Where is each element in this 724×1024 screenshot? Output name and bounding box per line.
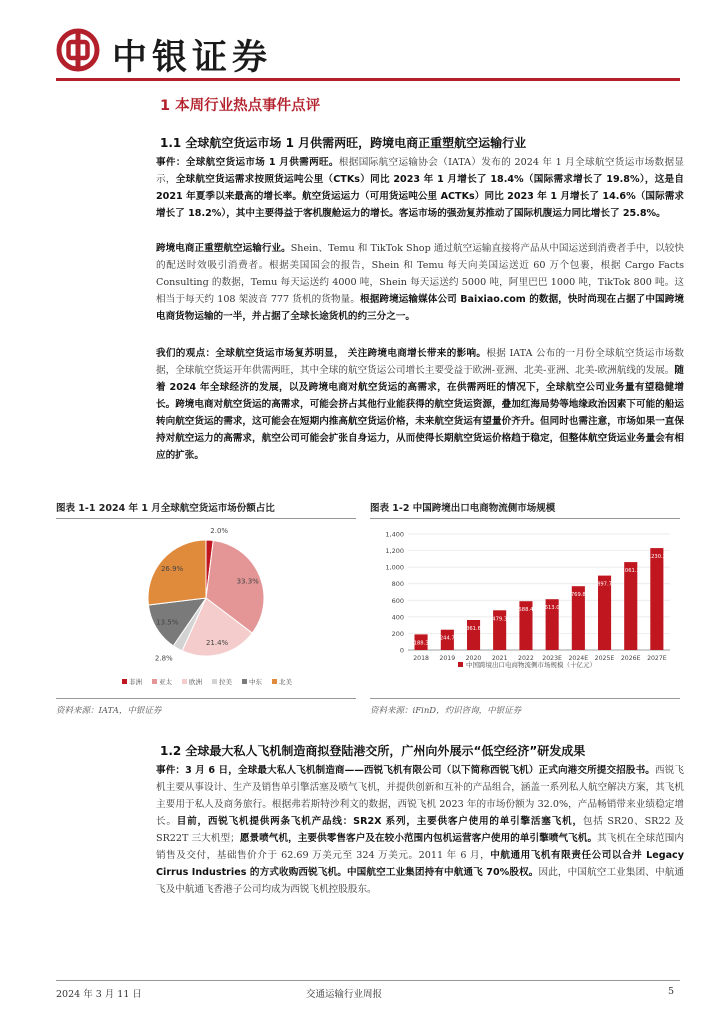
pie-data-label: 13.5% <box>156 618 179 627</box>
footer-date: 2024 年 3 月 11 日 <box>56 989 142 1000</box>
legend-swatch <box>458 662 463 667</box>
x-tick-label: 2023E <box>542 655 562 662</box>
x-tick-label: 2018 <box>413 655 429 662</box>
x-tick-label: 2027E <box>647 655 667 662</box>
bar-value-label: 244.7 <box>439 635 455 642</box>
y-tick-label: 1,400 <box>385 530 404 539</box>
bar-2027E <box>650 548 663 650</box>
page-header <box>56 28 680 78</box>
bar-2020 <box>467 620 480 650</box>
text-run: Shein、Temu 和 TikTok Shop 通过航空运输直接将产品从中国运送到消费者手中，以较快的配送时效吸引消费者。根据美国国会的报告，Shein 和 Temu 每天向美国运送近 60 万个包裹，根据 Cargo Facts Consulting 的数据，Temu 每天运送约 4000 吨，Shein 每天运送约 5000 吨，阿里巴巴 1000 吨，TikTok 800 吨。这相当于每天约 108 架波音 777 货机的货物量。 <box>156 243 684 305</box>
section-title: 1 本周行业热点事件点评 <box>160 98 321 114</box>
paragraph-viewpoint <box>156 345 684 464</box>
legend-label: 欧洲 <box>189 678 202 686</box>
pie-data-label: 26.9% <box>160 565 184 573</box>
bar-chart <box>370 522 680 694</box>
subsection-title-1-2: 1.2 全球最大私人飞机制造商拟登陆港交所，广州向外展示“低空经济”研发成果 <box>160 744 586 758</box>
legend-label: 中国跨境出口电商物流侧市场规模（十亿元） <box>466 661 596 669</box>
footer-report-name: 交通运输行业周报 <box>306 989 383 1000</box>
text-run: 愿景喷气机，主要供零售客户及在较小范围内包机运营客户使用的单引擎喷气飞机。 <box>239 833 598 844</box>
x-tick-label: 2019 <box>439 655 456 662</box>
pie-data-label: 2.0% <box>210 527 229 536</box>
text-run: 根据 IATA 公布的一月份全球航空货运市场数据，全球航空货运开年供需两旺，其中全球的航空货运公司增长主要受益于欧洲-亚洲、北美-亚洲、北美-欧洲航线的发展。 <box>156 348 684 376</box>
brand-name: 中银证券 <box>112 38 273 78</box>
text-run: 西锐飞机主要从事设计、生产及销售单引擎活塞及喷气飞机，并提供创新和互补的产品组合，涵盖一系列私人航空解决方案，其飞机主要用于私人及商务旅行。根据弗若斯特沙利文的数据，西锐飞机 2023 年的市场份额为 32.0%，产品畅销带来业绩稳定增长。 <box>156 765 684 827</box>
legend-label: 北美 <box>279 678 292 686</box>
pie-data-label: 21.4% <box>205 638 229 647</box>
text-run: 随着 2024 年全球经济的发展，以及跨境电商对航空货运的高需求，在供需两旺的情况下，全球航空公司业务量有望稳健增长。跨境电商对航空货运的高需求，可能会挤占其他行业能获得的航空货运资源，叠加红海局势等地缘政治因素下可能的船运转向航空货运的需求，这可能会在短期内推高航空货运价格，未来航空货运有望量价齐升。但同时也需注意，市场如果一直保持对航空运力的高需求，航空公司可能会扩张自身运力，从而使得长期航空货运价格趋于稳定，但整体航空货运业务量会有相应的扩张。 <box>156 365 684 461</box>
legend-swatch <box>272 679 277 684</box>
subsection-title-1-1: 1.1 全球航空货运市场 1 月供需两旺，跨境电商正重塑航空运输行业 <box>160 136 527 150</box>
x-tick-label: 2025E <box>594 655 615 662</box>
text-run: 目前，西锐飞机提供两条飞机产品线：SR2X 系列，主要供客户使用的单引擎活塞飞机， <box>176 816 583 827</box>
figure-2-source: 资料来源：iFinD，灼识咨询，中银证券 <box>370 706 522 716</box>
bar-value-label: 361.6 <box>466 626 481 632</box>
figure-2-rule <box>370 518 680 519</box>
bar-2026E <box>624 562 637 650</box>
text-run: 事件：3 月 6 日，全球最大私人飞机制造商——西锐飞机有限公司（以下简称西锐飞机）正式向港交所提交招股书。 <box>156 765 655 776</box>
paragraph-event-1 <box>156 154 684 222</box>
legend-swatch <box>212 679 217 684</box>
bar-value-label: 188.3 <box>413 640 429 647</box>
legend-label: 非洲 <box>129 678 142 686</box>
y-tick-label: 0 <box>399 646 404 655</box>
legend-swatch <box>152 679 157 684</box>
figure-2-title: 图表 1-2 中国跨境出口电商物流侧市场规模 <box>370 503 556 514</box>
legend-swatch <box>242 679 247 684</box>
text-run: 因此，中国航空工业集团、中航通飞及中航通飞香港子公司均成为西锐飞机控股股东。 <box>156 867 684 895</box>
paragraph-cirrus <box>156 762 684 898</box>
legend-label: 中东 <box>249 678 262 686</box>
y-tick-label: 800 <box>391 580 404 589</box>
text-run: 事件：全球航空货运市场 1 月供需两旺。 <box>156 157 339 168</box>
pie-data-label: 33.3% <box>236 577 259 586</box>
text-run: 其飞机在全球范围内销售及交付，基础售价介于 62.69 万美元至 324 万美元。2011 年 6 月， <box>156 833 685 861</box>
x-tick-label: 2024E <box>568 655 589 662</box>
text-run: 根据国际航空运输协会（IATA）发布的 2024 年 1 月全球航空货运市场数据显示， <box>156 157 684 185</box>
paragraph-ecommerce <box>156 240 684 325</box>
bar-value-label: 479.3 <box>492 616 508 623</box>
x-tick-label: 2020 <box>465 655 482 662</box>
figure-1-title: 图表 1-1 2024 年 1 月全球航空货运市场份额占比 <box>56 503 275 514</box>
text-run: 中航通用飞机有限责任公司以合并 Legacy Cirrus Industries 的方式收购西锐飞机。中国航空工业集团持有中航通飞 70%股权。 <box>156 850 684 878</box>
y-tick-label: 600 <box>391 596 404 605</box>
text-run: 全球航空货运需求按照货运吨公里（CTKs）同比 2023 年 1 月增长了 18.4%（国际需求增长了 19.8%），这是自 2021 年夏季以来最高的增长率。航空货运运力（可用货运吨公里 ACTKs）同比 2023 年 1 月增长了 14.6%（国际需求增长了 18.2%），其中主要得益于客机腹舱运力的增长。客运市场的强劲复苏推动了国际机腹运力同比增长了 25.8%。 <box>156 174 684 219</box>
bar-value-label: 897.7 <box>597 581 612 588</box>
bar-value-label: 613.0 <box>544 605 560 612</box>
y-tick-label: 1,200 <box>385 547 404 556</box>
pie-chart <box>56 522 356 694</box>
x-tick-label: 2021 <box>491 655 508 662</box>
header-rule <box>56 78 680 81</box>
bar-value-label: 1061.3 <box>621 568 640 575</box>
bar-value-label: 1230.2 <box>647 554 666 561</box>
figure-1-rule-bottom <box>56 698 356 699</box>
x-tick-label: 2026E <box>620 655 641 662</box>
legend-swatch <box>182 679 187 684</box>
legend-label: 亚太 <box>159 678 172 686</box>
legend-label: 拉美 <box>219 678 232 686</box>
figure-1-source: 资料来源：IATA，中银证券 <box>56 706 162 716</box>
y-tick-label: 1,000 <box>385 563 404 572</box>
text-run: 根据跨境运输媒体公司 Baixiao.com 的数据，快时尚现在占据了中国跨境电商货物运输的一半，并占据了全球长途货机的约三分之一。 <box>156 294 684 322</box>
pie-data-label: 2.8% <box>154 654 173 663</box>
footer-rule <box>56 980 680 981</box>
y-tick-label: 400 <box>391 613 404 622</box>
text-run: 我们的观点：全球航空货运市场复苏明显， 关注跨境电商增长带来的影响。 <box>156 348 487 359</box>
legend-swatch <box>122 679 127 684</box>
text-run: 跨境电商正重塑航空运输行业。 <box>156 243 291 254</box>
bank-of-china-logo-icon <box>56 28 100 72</box>
bar-value-label: 588.4 <box>518 607 534 614</box>
text-run: 包括 SR20、SR22 及 SR22T 三大机型； <box>156 816 685 844</box>
figure-1-rule <box>56 518 356 519</box>
bar-value-label: 769.8 <box>570 592 586 599</box>
footer-page-number: 5 <box>668 986 675 997</box>
y-tick-label: 200 <box>391 629 404 638</box>
x-tick-label: 2022 <box>518 655 534 662</box>
figure-2-rule-bottom <box>370 698 680 699</box>
